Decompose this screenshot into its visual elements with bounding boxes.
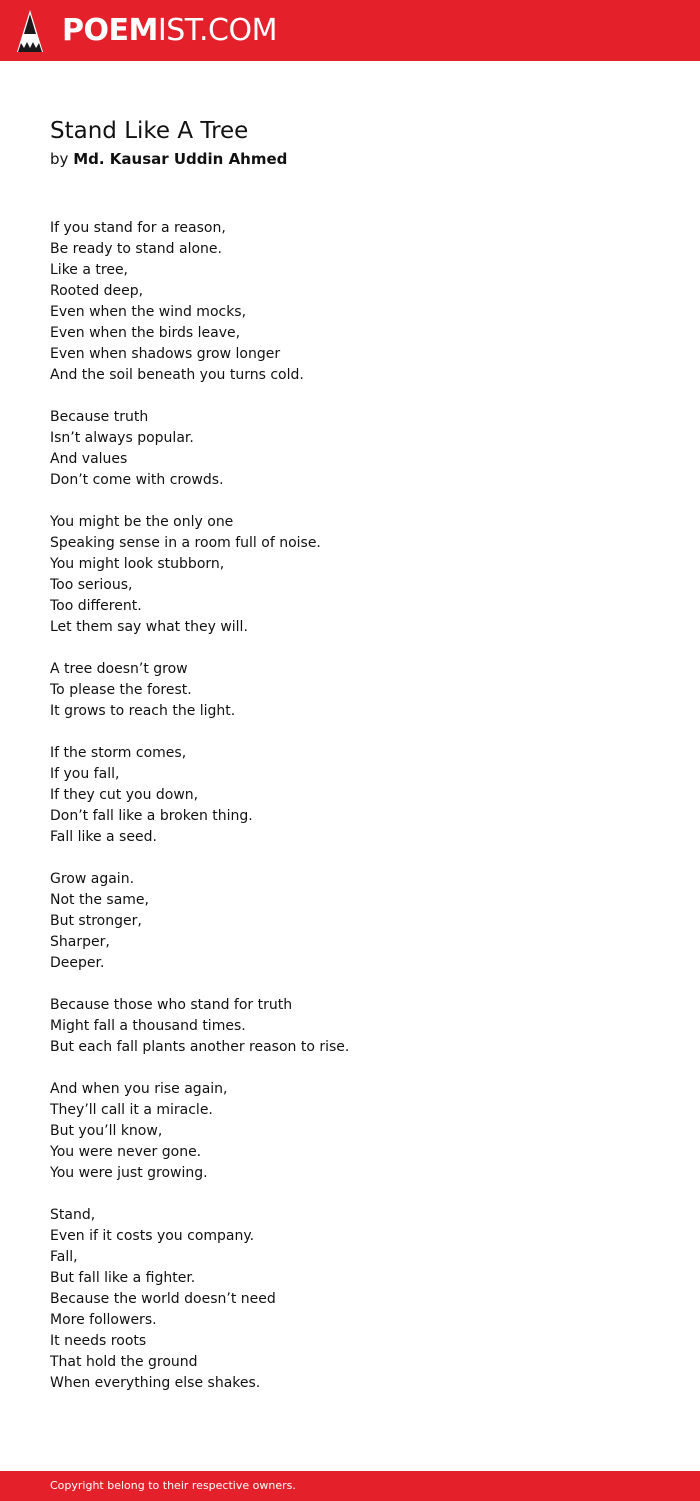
poem-line: They’ll call it a miracle. bbox=[50, 1102, 213, 1118]
poem-line: Stand, bbox=[50, 1207, 96, 1223]
poem-line: You were never gone. bbox=[50, 1144, 202, 1160]
byline bbox=[50, 148, 287, 170]
poem-line: But stronger, bbox=[50, 913, 142, 929]
poem-line: It needs roots bbox=[50, 1333, 147, 1349]
poem-line: And values bbox=[50, 451, 128, 467]
poem-stanza bbox=[50, 743, 670, 848]
poem-line: If they cut you down, bbox=[50, 787, 199, 803]
poem-line: Don’t come with crowds. bbox=[50, 472, 224, 488]
poem-line: You might look stubborn, bbox=[50, 556, 225, 572]
poem-line: Not the same, bbox=[50, 892, 149, 908]
poem-line: Speaking sense in a room full of noise. bbox=[50, 535, 321, 551]
poem-line: Even when shadows grow longer bbox=[50, 346, 281, 362]
poem-line: Because truth bbox=[50, 409, 149, 425]
poem-line: Deeper. bbox=[50, 955, 105, 971]
poem-line: Even when the birds leave, bbox=[50, 325, 241, 341]
poem-line: Don’t fall like a broken thing. bbox=[50, 808, 253, 824]
poem-line: Because those who stand for truth bbox=[50, 997, 293, 1013]
poem-line: Rooted deep, bbox=[50, 283, 144, 299]
poem-line: That hold the ground bbox=[50, 1354, 198, 1370]
poem-stanza bbox=[50, 1079, 670, 1184]
poem-line: Even if it costs you company. bbox=[50, 1228, 255, 1244]
poem-body bbox=[50, 218, 670, 1415]
poem-stanza bbox=[50, 995, 670, 1058]
poem-line: If the storm comes, bbox=[50, 745, 187, 761]
poem-title: Stand Like A Tree bbox=[50, 118, 249, 144]
poem-line: Because the world doesn’t need bbox=[50, 1291, 276, 1307]
poem-line: Be ready to stand alone. bbox=[50, 241, 222, 257]
poem-line: Too serious, bbox=[50, 577, 133, 593]
poem-line: But each fall plants another reason to rise. bbox=[50, 1039, 350, 1055]
poem-line: And the soil beneath you turns cold. bbox=[50, 367, 304, 383]
poem-line: If you fall, bbox=[50, 766, 120, 782]
poem-line: A tree doesn’t grow bbox=[50, 661, 188, 677]
poem-line: Isn’t always popular. bbox=[50, 430, 194, 446]
poem-line: You were just growing. bbox=[50, 1165, 208, 1181]
poem-line: Even when the wind mocks, bbox=[50, 304, 247, 320]
poem-line: Let them say what they will. bbox=[50, 619, 248, 635]
poem-line: It grows to reach the light. bbox=[50, 703, 236, 719]
poem-line: Sharper, bbox=[50, 934, 110, 950]
poem-line: But fall like a fighter. bbox=[50, 1270, 196, 1286]
author-name: Md. Kausar Uddin Ahmed bbox=[73, 150, 288, 168]
poem-stanza bbox=[50, 218, 670, 386]
poem-stanza bbox=[50, 869, 670, 974]
pencil-tip-icon bbox=[17, 10, 43, 52]
poem-line: Grow again. bbox=[50, 871, 135, 887]
poem-line: Fall like a seed. bbox=[50, 829, 157, 845]
poem-stanza bbox=[50, 1205, 670, 1394]
poem-line: And when you rise again, bbox=[50, 1081, 228, 1097]
poem-line: More followers. bbox=[50, 1312, 157, 1328]
poem-stanza bbox=[50, 512, 670, 638]
poem-stanza bbox=[50, 659, 670, 722]
poem-line: If you stand for a reason, bbox=[50, 220, 226, 236]
poem-line: Might fall a thousand times. bbox=[50, 1018, 246, 1034]
poem-line: You might be the only one bbox=[50, 514, 234, 530]
poem-line: Like a tree, bbox=[50, 262, 129, 278]
poem-line: To please the forest. bbox=[50, 682, 192, 698]
site-footer bbox=[0, 1471, 700, 1501]
logo-light-text: IST.COM bbox=[157, 13, 277, 48]
poem-line: Too different. bbox=[50, 598, 142, 614]
poem-stanza bbox=[50, 407, 670, 491]
poem-line: Fall, bbox=[50, 1249, 78, 1265]
by-label: by bbox=[50, 150, 69, 168]
poem-line: When everything else shakes. bbox=[50, 1375, 261, 1391]
site-logo[interactable] bbox=[62, 12, 277, 50]
copyright-text: Copyright belong to their respective owners. bbox=[50, 1479, 296, 1492]
poem-line: But you’ll know, bbox=[50, 1123, 163, 1139]
logo-bold-text: POEM bbox=[62, 13, 158, 48]
site-header bbox=[0, 0, 700, 61]
